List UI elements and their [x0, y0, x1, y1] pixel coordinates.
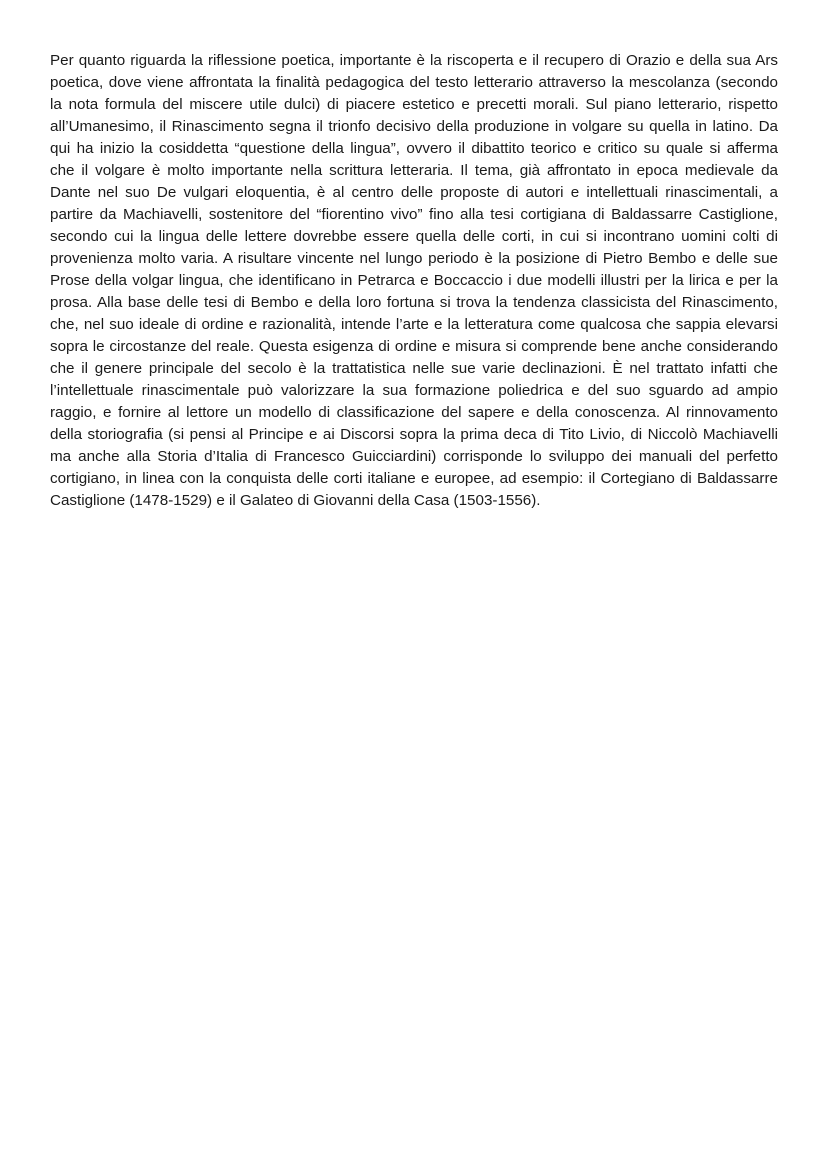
paragraph-line: Dante nel suo De vulgari eloquentia, è al centro delle proposte di autori e intellettuali rinascimentali, a: [50, 184, 778, 201]
paragraph-line: prosa. Alla base delle tesi di Bembo e della loro fortuna si trova la tendenza classicista del Rinascimento,: [50, 294, 778, 311]
paragraph-line: Castiglione (1478-1529) e il Galateo di Giovanni della Casa (1503-1556).: [50, 492, 541, 509]
paragraph-line: secondo cui la lingua delle lettere dovrebbe essere quella delle corti, in cui si incontrano uomini colti di: [50, 228, 778, 245]
paragraph-line: qui ha inizio la cosiddetta “questione della lingua”, ovvero il dibattito teorico e critico su quale si afferma: [50, 140, 778, 157]
paragraph-line: all’Umanesimo, il Rinascimento segna il trionfo decisivo della produzione in volgare su quella in latino. Da: [50, 118, 778, 135]
paragraph-line: della storiografia (si pensi al Principe e ai Discorsi sopra la prima deca di Tito Livio, di Niccolò Machiavelli: [50, 426, 778, 443]
paragraph-line: ma anche alla Storia d’Italia di Francesco Guicciardini) corrisponde lo sviluppo dei manuali del perfetto: [50, 448, 778, 465]
paragraph-line: raggio, e fornire al lettore un modello di classificazione del sapere e della conoscenza. Al rinnovamento: [50, 404, 778, 421]
body-paragraph: [50, 50, 778, 512]
paragraph-line: che, nel suo ideale di ordine e razionalità, intende l’arte e la letteratura come qualcosa che sappia elevarsi: [50, 316, 778, 333]
document-page: [50, 50, 778, 512]
paragraph-line: che il volgare è molto importante nella scrittura letteraria. Il tema, già affrontato in epoca medievale da: [50, 162, 778, 179]
paragraph-line: l’intellettuale rinascimentale può valorizzare la sua formazione poliedrica e del suo sguardo ad ampio: [50, 382, 778, 399]
paragraph-line: Per quanto riguarda la riflessione poetica, importante è la riscoperta e il recupero di Orazio e della sua Ars: [50, 52, 778, 69]
paragraph-line: cortigiano, in linea con la conquista delle corti italiane e europee, ad esempio: il Cortegiano di Baldassarre: [50, 470, 778, 487]
paragraph-line: che il genere principale del secolo è la trattatistica nelle sue varie declinazioni. È nel trattato infatti che: [50, 360, 778, 377]
paragraph-line: poetica, dove viene affrontata la finalità pedagogica del testo letterario attraverso la mescolanza (secondo: [50, 74, 778, 91]
paragraph-line: Prose della volgar lingua, che identificano in Petrarca e Boccaccio i due modelli illustri per la lirica e per la: [50, 272, 778, 289]
paragraph-line: partire da Machiavelli, sostenitore del “fiorentino vivo” fino alla tesi cortigiana di Baldassarre Castiglione,: [50, 206, 778, 223]
paragraph-line: la nota formula del miscere utile dulci) di piacere estetico e precetti morali. Sul piano letterario, rispetto: [50, 96, 778, 113]
paragraph-line: sopra le circostanze del reale. Questa esigenza di ordine e misura si comprende bene anche considerando: [50, 338, 778, 355]
paragraph-line: provenienza molto varia. A risultare vincente nel lungo periodo è la posizione di Pietro Bembo e delle sue: [50, 250, 778, 267]
